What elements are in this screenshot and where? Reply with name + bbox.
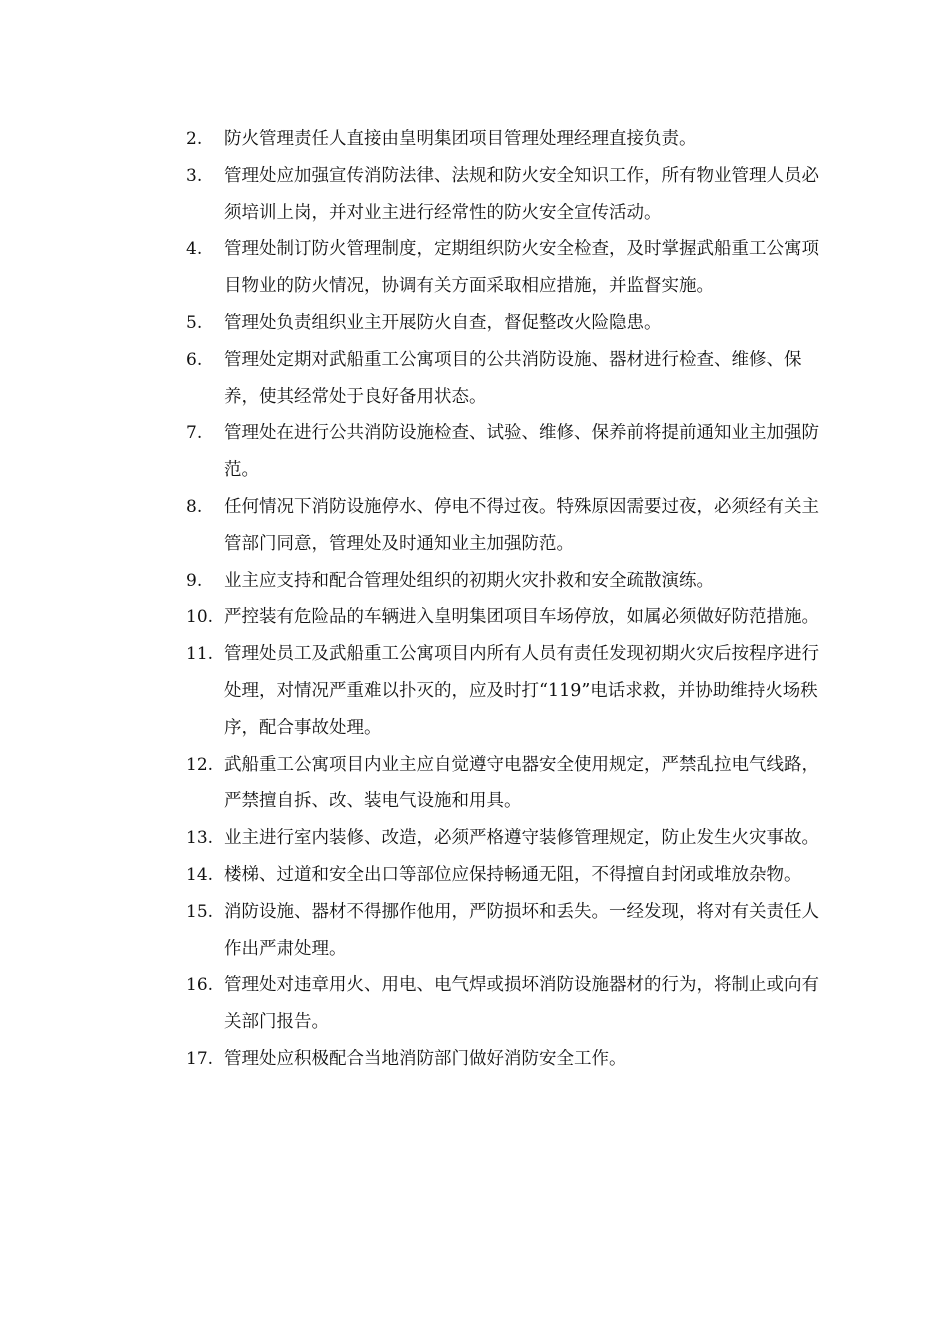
item-number: 4. [186, 239, 203, 260]
item-text: 管理处对违章用火、用电、电气焊或损坏消防设施器材的行为，将制止或向有关部门报告。 [224, 975, 819, 1033]
list-item [186, 563, 826, 600]
item-text: 管理处定期对武船重工公寓项目的公共消防设施、器材进行检查、维修、保养，使其经常处于良好备用状态。 [224, 349, 802, 407]
list-item [186, 636, 826, 746]
list-item [186, 415, 826, 489]
item-number: 7. [186, 423, 203, 444]
list-item [186, 305, 826, 342]
item-text: 管理处员工及武船重工公寓项目内所有人员有责任发现初期火灾后按程序进行处理，对情况严重难以扑灭的，应及时打“119”电话求救，并协助维持火场秩序，配合事故处理。 [224, 644, 819, 738]
list-item [186, 967, 826, 1041]
item-number: 11. [186, 644, 214, 665]
item-text: 管理处应积极配合当地消防部门做好消防安全工作。 [224, 1048, 627, 1069]
item-text: 管理处在进行公共消防设施检查、试验、维修、保养前将提前通知业主加强防范。 [224, 423, 819, 481]
list-item [186, 747, 826, 821]
list-item [186, 857, 826, 894]
item-text: 管理处制订防火管理制度，定期组织防火安全检查，及时掌握武船重工公寓项目物业的防火情况，协调有关方面采取相应措施，并监督实施。 [224, 239, 819, 297]
item-number: 16. [186, 975, 214, 996]
list-item [186, 894, 826, 968]
item-text: 任何情况下消防设施停水、停电不得过夜。特殊原因需要过夜，必须经有关主管部门同意，管理处及时通知业主加强防范。 [224, 496, 819, 554]
item-text: 管理处负责组织业主开展防火自查，督促整改火险隐患。 [224, 312, 662, 333]
item-number: 15. [186, 901, 214, 922]
list-item [186, 121, 826, 158]
item-number: 5. [186, 312, 203, 333]
item-number: 10. [186, 607, 214, 628]
list-item [186, 1041, 826, 1078]
item-number: 2. [186, 129, 203, 149]
item-number: 9. [186, 570, 203, 591]
regulation-list [186, 121, 826, 1078]
list-item [186, 231, 826, 305]
item-text: 管理处应加强宣传消防法律、法规和防火安全知识工作，所有物业管理人员必须培训上岗，并对业主进行经常性的防火安全宣传活动。 [224, 165, 819, 223]
item-text: 严控装有危险品的车辆进入皇明集团项目车场停放，如属必须做好防范措施。 [224, 607, 819, 628]
list-item [186, 599, 826, 636]
list-item [186, 158, 826, 232]
item-text: 武船重工公寓项目内业主应自觉遵守电器安全使用规定，严禁乱拉电气线路，严禁擅自拆、改、装电气设施和用具。 [224, 754, 819, 812]
item-text: 业主进行室内装修、改造，必须严格遵守装修管理规定，防止发生火灾事故。 [224, 828, 819, 849]
item-number: 17. [186, 1048, 214, 1069]
item-text: 防火管理责任人直接由皇明集团项目管理处理经理直接负责。 [224, 129, 697, 149]
item-text: 消防设施、器材不得挪作他用，严防损坏和丢失。一经发现，将对有关责任人作出严肃处理。 [224, 901, 819, 959]
item-number: 8. [186, 496, 203, 517]
item-number: 12. [186, 754, 214, 775]
item-text: 业主应支持和配合管理处组织的初期火灾扑救和安全疏散演练。 [224, 570, 714, 591]
list-item [186, 342, 826, 416]
item-text: 楼梯、过道和安全出口等部位应保持畅通无阻，不得擅自封闭或堆放杂物。 [224, 864, 802, 885]
item-number: 3. [186, 165, 203, 186]
item-number: 14. [186, 864, 214, 885]
item-number: 13. [186, 828, 214, 849]
list-item [186, 489, 826, 563]
list-item [186, 820, 826, 857]
item-number: 6. [186, 349, 203, 370]
